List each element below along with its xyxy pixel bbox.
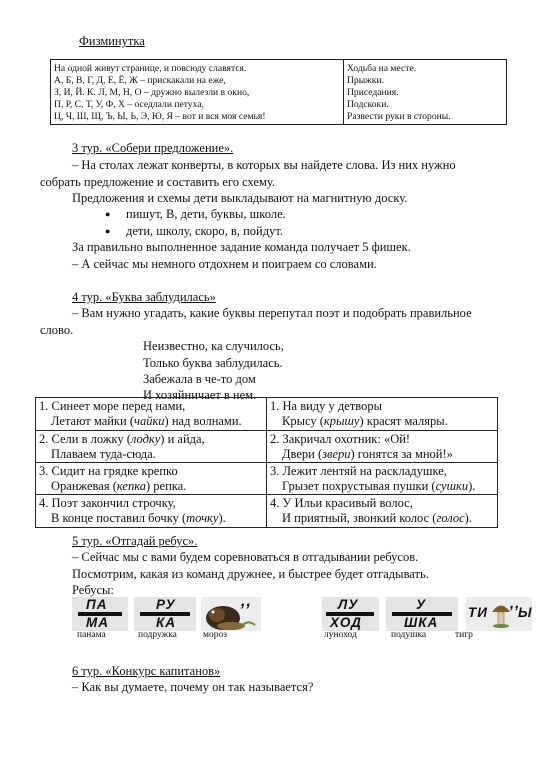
rebus-caption: луноход: [324, 630, 357, 640]
riddle-cell: [267, 431, 498, 463]
riddle-line: 1. На виду у детворы: [270, 399, 382, 413]
fizminutka-table: [50, 59, 507, 125]
paragraph: – Вам нужно угадать, какие буквы перепутал поэт и подобрать правильное: [72, 306, 472, 320]
rebus-top: РУ: [156, 597, 176, 612]
paragraph: Ребусы:: [72, 583, 114, 597]
rebus-moroz: [201, 593, 261, 631]
rebus-commas: ,,: [241, 593, 252, 610]
rebus-caption: подружка: [138, 630, 177, 640]
riddle-line: 2. Закричал охотник: «Ой!: [270, 432, 411, 446]
riddle-line: Грызет похрустывая пушки (сушки).: [282, 479, 476, 493]
bullet-icon: ●: [105, 209, 111, 219]
paragraph: – А сейчас мы немного отдохнем и поиграем со словами.: [72, 257, 377, 271]
action-line: Приседания.: [347, 87, 399, 98]
paragraph: За правильно выполненное задание команда получает 5 фишек.: [72, 240, 411, 254]
rhyme-line: А, Б, В, Г, Д, Е, Ё, Ж – прискакали на еже,: [54, 75, 226, 86]
bullet-item: пишут, В, дети, буквы, школе.: [126, 207, 286, 221]
rebus-lunokhod: [322, 597, 379, 631]
riddle-cell: [267, 463, 498, 495]
paragraph: – Сейчас мы с вами будем соревноваться в отгадывании ребусов.: [72, 550, 419, 564]
rebus-top: ПА: [86, 597, 108, 612]
poem-line: Неизвестно, ка случилось,: [143, 339, 284, 353]
rebus-top: ЛУ: [338, 597, 359, 612]
rebus-bottom: МА: [86, 615, 109, 630]
rebus-commas: ,,: [510, 595, 521, 612]
riddle-line: 3. Сидит на грядке крепко: [39, 464, 178, 478]
paragraph: – Как вы думаете, почему он так называется?: [72, 680, 314, 694]
paragraph: собрать предложение и составить его схему.: [40, 175, 276, 189]
rebus-caption: мороз: [203, 630, 228, 640]
paragraph: Предложения и схемы дети выкладывают на магнитную доску.: [72, 191, 408, 205]
riddle-line: 3. Лежит лентяй на раскладушке,: [270, 464, 447, 478]
bullet-item: дети, школу, скоро, в, пойдут.: [126, 224, 283, 238]
bullet-icon: ●: [105, 226, 111, 236]
rebus-caption: тигр: [455, 630, 473, 640]
paragraph: слово.: [40, 323, 74, 337]
poem-line: Забежала в че-то дом: [143, 372, 256, 386]
mushroom-picture-icon: [490, 599, 512, 629]
rebus-top: У: [416, 597, 427, 612]
rebus-bottom: ХОД: [330, 615, 362, 630]
riddle-line: 2. Сели в ложку (лодку) и айда,: [39, 432, 205, 446]
rebus-panama: [72, 597, 128, 631]
riddle-line: И приятный, звонкий колос (голос).: [282, 511, 472, 525]
riddle-line: Оранжевая (кепка) репка.: [51, 479, 187, 493]
tour4-heading: 4 тур. «Буква заблудилась»: [72, 290, 216, 304]
action-cell: [344, 60, 507, 125]
rhyme-line: На одной живут странице, и повсюду славятся.: [54, 63, 247, 74]
action-line: Подскоки.: [347, 99, 389, 110]
riddle-cell: [36, 431, 267, 463]
tour5-heading: 5 тур. «Отгадай ребус».: [72, 534, 198, 548]
mole-picture-icon: [201, 593, 261, 631]
rebus-letters: ТИ: [468, 605, 488, 620]
rebus-tigr: [466, 597, 532, 631]
tour3-heading: 3 тур. «Собери предложение».: [72, 141, 234, 155]
riddle-line: Крысу (крышу) красят маляры.: [282, 414, 448, 428]
poem-line: И хозяйничает в нем.: [143, 388, 257, 402]
riddle-cell: [267, 495, 498, 528]
rhyme-line: Ц, Ч, Ш, Щ, Ъ, Ы, Ь, Э, Ю, Я – вот и вся моя семья!: [54, 111, 266, 122]
page-title: Физминутка: [79, 34, 145, 48]
riddle-cell: [267, 398, 498, 431]
riddle-cell: [36, 398, 267, 431]
rhyme-cell: [51, 60, 344, 125]
riddles-table: [35, 397, 498, 528]
riddle-cell: [36, 495, 267, 528]
tour6-heading: 6 тур. «Конкурс капитанов»: [72, 664, 221, 678]
paragraph: – На столах лежат конверты, в которых вы найдете слова. Из них нужно: [72, 158, 456, 172]
riddle-line: 4. У Ильи красивый волос,: [270, 496, 413, 510]
action-line: Прыжки.: [347, 75, 384, 86]
rebus-podushka: [386, 597, 458, 631]
action-line: Развести руки в стороны.: [347, 111, 451, 122]
riddle-line: 1. Синеет море перед нами,: [39, 399, 186, 413]
rebus-bottom: КА: [156, 615, 177, 630]
rebus-caption: панама: [77, 630, 106, 640]
poem-line: Только буква заблудилась.: [143, 356, 283, 370]
rebus-letters: Ы: [518, 605, 533, 620]
rhyme-line: П, Р, С, Т, У, Ф, Х – оседлали петуха,: [54, 99, 204, 110]
riddle-cell: [36, 463, 267, 495]
riddle-line: В конце поставил бочку (точку).: [51, 511, 226, 525]
riddle-line: Плаваем туда-сюда.: [51, 447, 156, 461]
riddle-line: Летают майки (чайки) над волнами.: [51, 414, 242, 428]
rebus-caption: подушка: [391, 630, 427, 640]
rebus-bottom: ШКА: [404, 615, 439, 630]
action-line: Ходьба на месте.: [347, 63, 417, 74]
rhyme-line: З, И, Й. К. Л, М, Н, О – дружно вылезли в окно,: [54, 87, 250, 98]
rebus-podruzhka: [134, 597, 196, 631]
riddle-line: Двери (звери) гонятся за мной!»: [282, 447, 453, 461]
riddle-line: 4. Поэт закончил строчку,: [39, 496, 176, 510]
paragraph: Посмотрим, какая из команд дружнее, и быстрее будет отгадывать.: [72, 567, 429, 581]
